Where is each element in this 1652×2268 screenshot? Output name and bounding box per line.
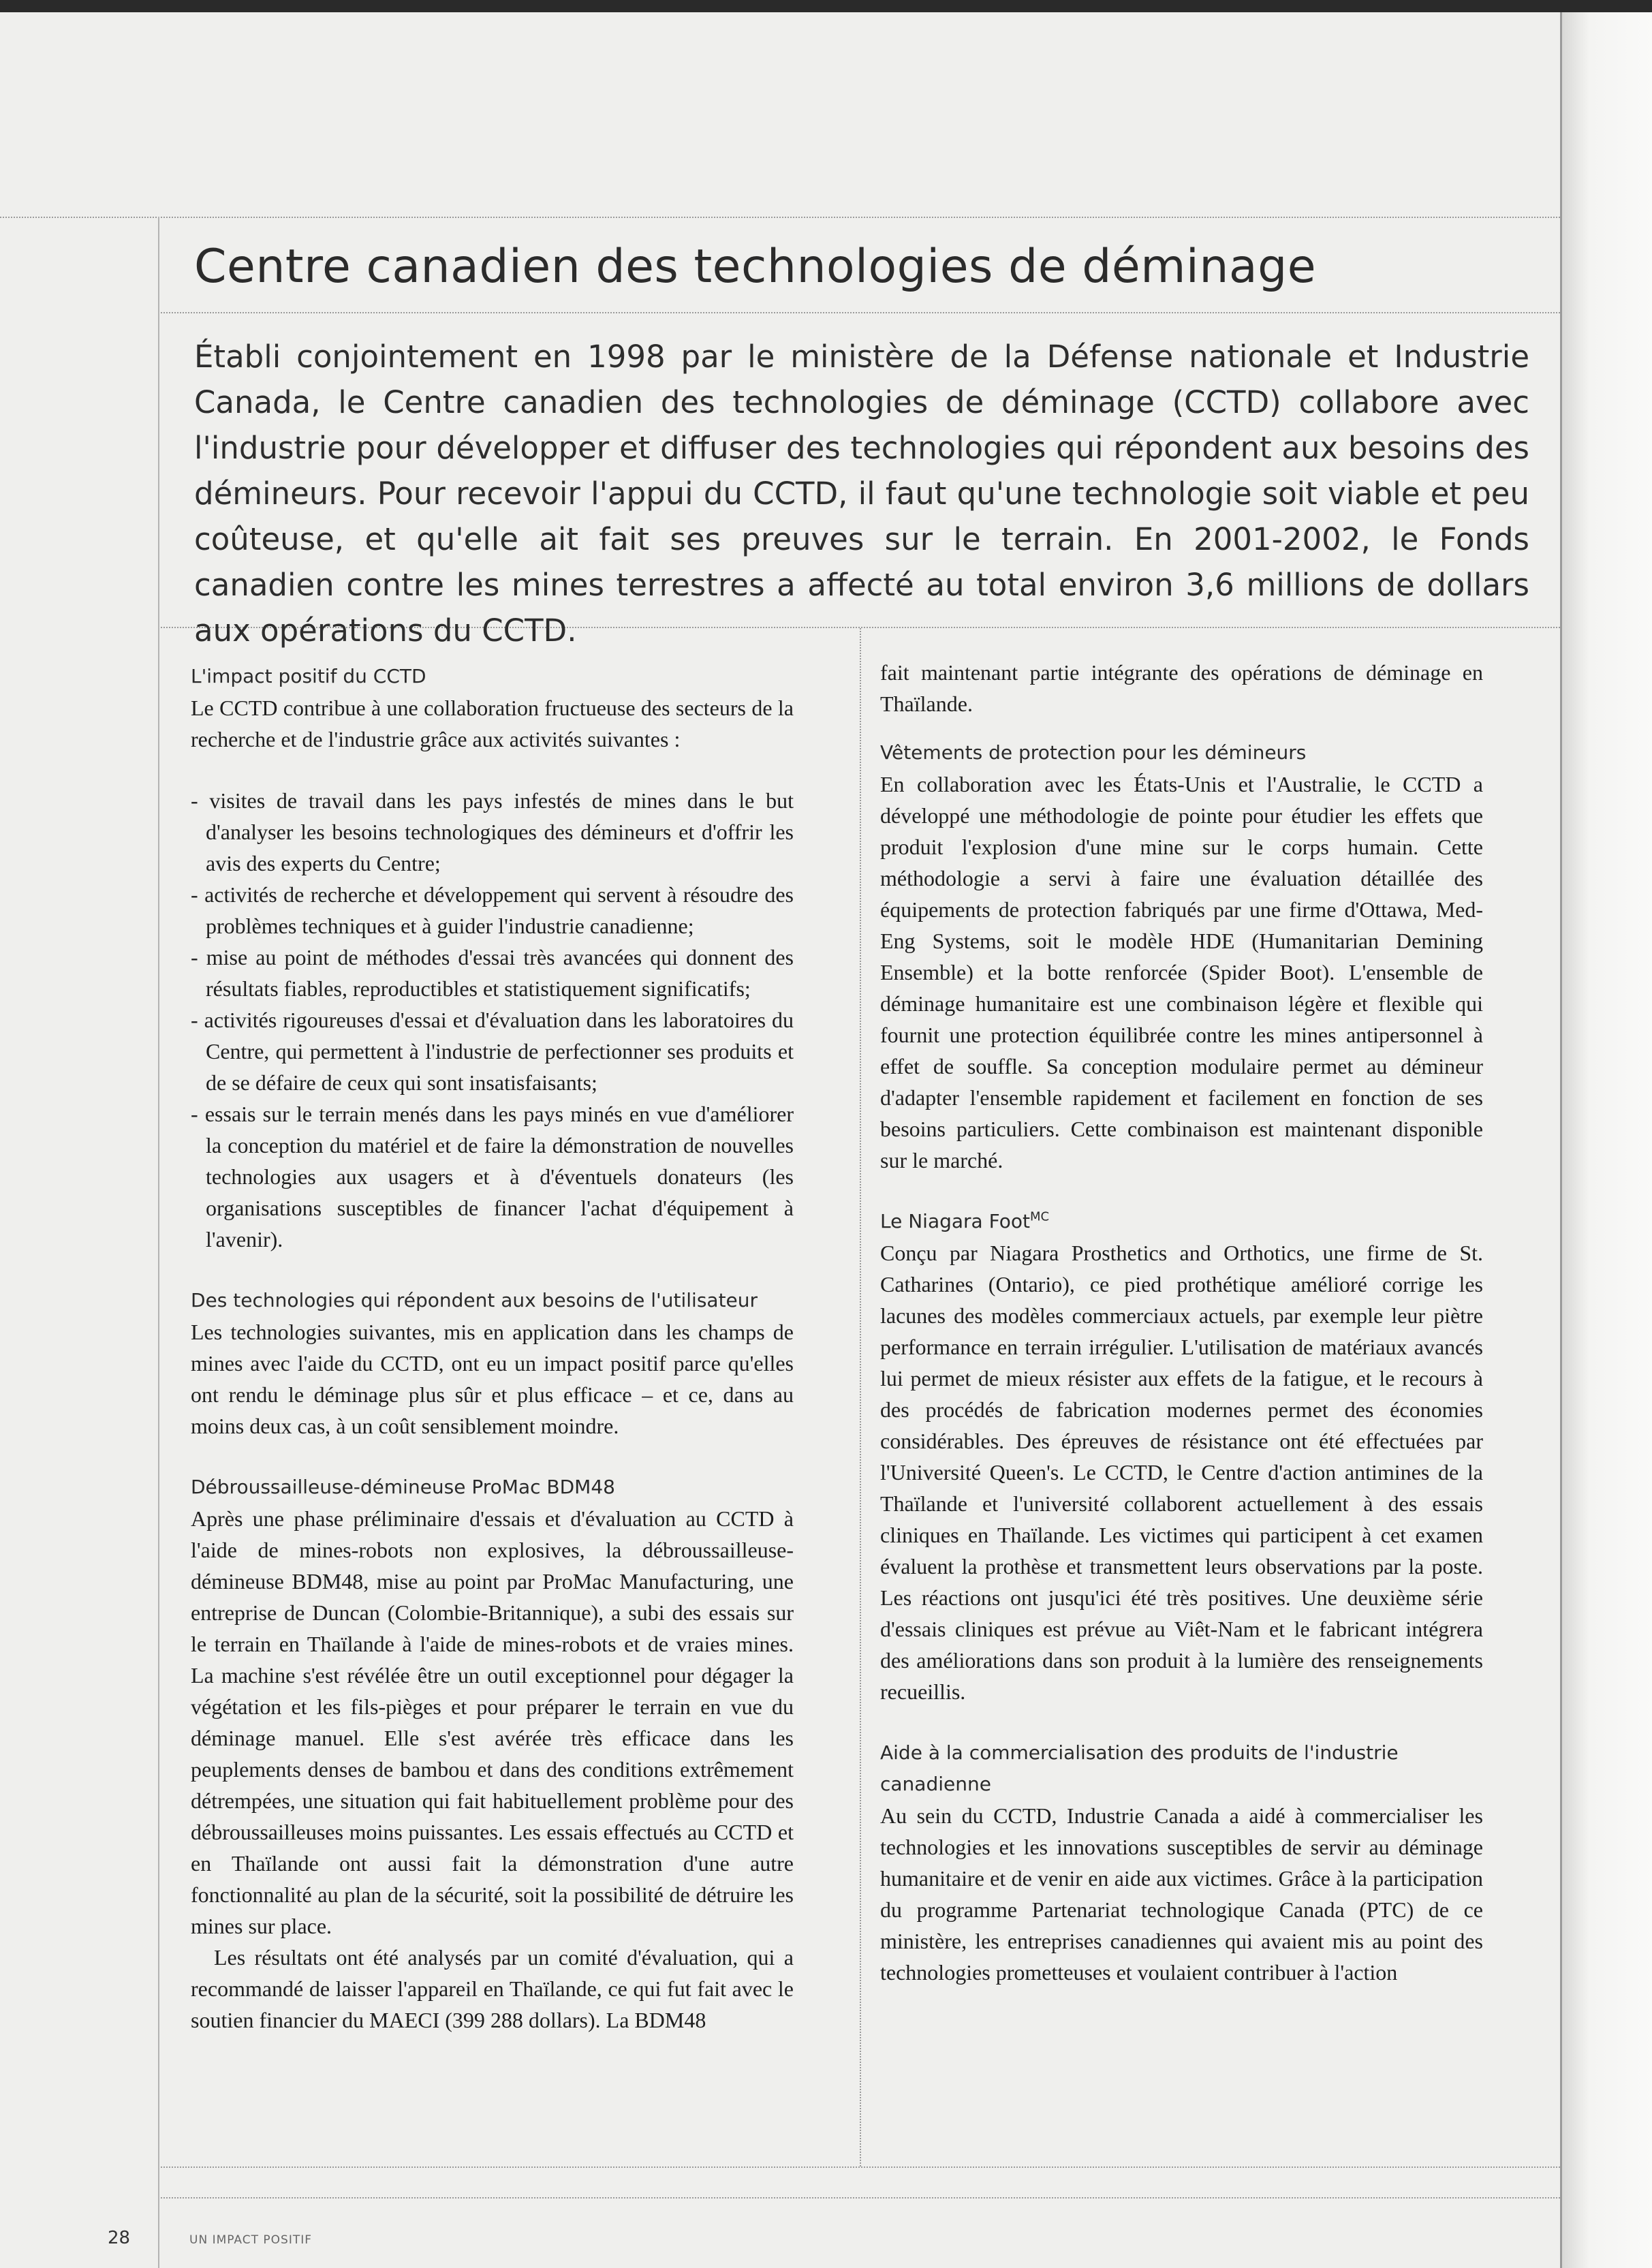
needs-text: Les technologies suivantes, mis en application dans les champs de mines avec l'aide du CCTD, ont eu un impact positif parce qu'elles ont rendu le déminage plus sûr et plus efficace – et ce, dans au moins deux cas, à un coût sensiblement moindre.: [191, 1320, 794, 1438]
title-rule: [158, 312, 1560, 313]
left-column: [191, 661, 794, 2036]
activities-list: [191, 785, 794, 1255]
continued-text: fait maintenant partie intégrante des opérations de déminage en Thaïlande.: [880, 660, 1483, 716]
needs-heading: Des technologies qui répondent aux besoins de l'utilisateur: [191, 1289, 758, 1311]
intro-paragraph: Établi conjointement en 1998 par le ministère de la Défense nationale et Industrie Canada, le Centre canadien des technologies de déminage (CCTD) collabore avec l'industrie pour développer et diffuser des technologies qui répondent aux besoins des démineurs. Pour recevoir l'appui du CCTD, il faut qu'une technologie soit viable et peu coûteuse, et qu'elle ait fait ses preuves sur le terrain. En 2001-2002, le Fonds canadien contre les mines terrestres a affecté au total environ 3,6 millions de dollars aux opérations du CCTD.: [194, 339, 1529, 649]
page-number: 28: [108, 2228, 131, 2248]
clothing-heading: Vêtements de protection pour les démineurs: [880, 741, 1307, 764]
commercial-heading: Aide à la commercialisation des produits de l'industrie canadienne: [880, 1741, 1399, 1795]
footer-section-label: UN IMPACT POSITIF: [189, 2233, 313, 2247]
page-title: Centre canadien des technologies de déminage: [194, 240, 1317, 294]
niagara-heading-text: Le Niagara Foot: [880, 1210, 1030, 1232]
niagara-text: Conçu par Niagara Prosthetics and Orthotics, une firme de St. Catharines (Ontario), ce pied prothétique amélioré corrige les lacunes des modèles commerciaux actuels, par exemple leur piètre performance en terrain irrégulier. L'utilisation de matériaux avancés lui permet de mieux résister aux effets de la fatigue, et le recours à des procédés de fabrication modernes permet des économies considérables. Des épreuves de résistance ont été effectuées par l'Université Queen's. Le CCTD, le Centre d'action antimines de la Thaïlande et l'université collaborent actuellement à des essais cliniques en Thaïlande. Les victimes qui participent à cet examen évaluent la prothèse et transmettent leurs observations par la poste. Les réactions ont jusqu'ici été très positives. Une deuxième série d'essais cliniques est prévue au Viêt-Nam et le fabricant intégrera des améliorations dans son produit à la lumière des renseignements recueillis.: [880, 1241, 1483, 1704]
left-margin-rule: [158, 217, 159, 2268]
impact-text: Le CCTD contribue à une collaboration fructueuse des secteurs de la recherche et de l'industrie grâce aux activités suivantes :: [191, 696, 794, 751]
list-item: - visites de travail dans les pays infestés de mines dans le but d'analyser les besoins technologiques des démineurs et d'offrir les avis des experts du Centre;: [191, 788, 794, 875]
list-item: - mise au point de méthodes d'essai très avancées qui donnent des résultats fiables, reproductibles et statistiquement significatifs;: [191, 945, 794, 1001]
promac-text-2: Les résultats ont été analysés par un comité d'évaluation, qui a recommandé de laisser l'appareil en Thaïlande, ce qui fut fait avec le soutien financier du MAECI (399 288 dollars). La BDM48: [191, 1945, 794, 2032]
list-item: - activités de recherche et développement qui servent à résoudre des problèmes techniques et à guider l'industrie canadienne;: [191, 882, 794, 938]
scan-top-edge: [0, 0, 1652, 12]
trademark-mark: MC: [1029, 1209, 1050, 1224]
promac-heading: Débroussailleuse-démineuse ProMac BDM48: [191, 1476, 615, 1498]
footer-rule: [158, 2197, 1560, 2199]
niagara-heading: [880, 1206, 1483, 1237]
list-item: - activités rigoureuses d'essai et d'évaluation dans les laboratoires du Centre, qui permettent à l'industrie de perfectionner ses produits et de se défaire de ceux qui sont insatisfaisants;: [191, 1008, 794, 1095]
column-divider: [860, 628, 861, 2166]
impact-heading: L'impact positif du CCTD: [191, 665, 426, 687]
column-bottom-rule: [158, 2166, 1560, 2168]
promac-text-1: Après une phase préliminaire d'essais et d'évaluation au CCTD à l'aide de mines-robots non explosives, la débroussailleuse-démineuse BDM48, mise au point par ProMac Manufacturing, une entreprise de Duncan (Colombie-Britannique), a subi des essais sur le terrain en Thaïlande à l'aide de mines-robots et de vraies mines. La machine s'est révélée être un outil exceptionnel pour dégager la végétation et les fils-pièges et pour préparer le terrain en vue du déminage manuel. Elle s'est avérée très efficace dans les peuplements denses de bambou et dans des conditions extrêmement détrempées, une situation qui fait habituellement problème pour des débroussailleuses moins puissantes. Les essais effectués au CCTD et en Thaïlande ont aussi fait la démonstration d'une autre fonctionnalité au plan de la sécurité, soit la possibilité de détruire les mines sur place.: [191, 1506, 794, 1938]
commercial-text: Au sein du CCTD, Industrie Canada a aidé à commercialiser les technologies et les innovations susceptibles de servir au déminage humanitaire et de venir en aide aux victimes. Grâce à la participation du programme Partenariat technologique Canada (PTC) de ce ministère, les entreprises canadiennes qui avaient mis au point des technologies prometteuses et voulaient contribuer à l'action: [880, 1803, 1483, 1985]
page-right-margin: [1560, 12, 1652, 2268]
top-rule: [0, 217, 1560, 218]
list-item: - essais sur le terrain menés dans les pays minés en vue d'améliorer la conception du matériel et de faire la démonstration de nouvelles technologies aux usagers et à d'éventuels donateurs (les organisations susceptibles de financer l'achat d'équipement à l'avenir).: [191, 1102, 794, 1252]
right-column: [880, 657, 1483, 1988]
clothing-text: En collaboration avec les États-Unis et l'Australie, le CCTD a développé une méthodologie de pointe pour étudier les effets que produit l'explosion d'une mine sur le corps humain. Cette méthodologie a servi à faire une évaluation détaillée des équipements de protection fabriqués par une firme d'Ottawa, Med-Eng Systems, soit le modèle HDE (Humanitarian Demining Ensemble) et la botte renforcée (Spider Boot). L'ensemble de déminage humanitaire est une combinaison légère et flexible qui fournit une protection équilibrée contre les mines antipersonnel à effet de souffle. Sa conception modulaire permet au démineur d'adapter l'ensemble rapidement et facilement en fonction de ses besoins particuliers. Cette combinaison est maintenant disponible sur le marché.: [880, 772, 1483, 1172]
